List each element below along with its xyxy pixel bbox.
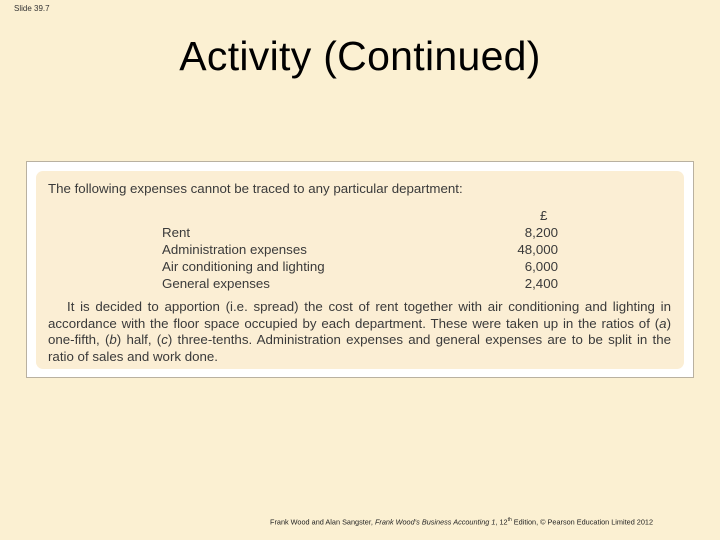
paragraph-italic-b: b (109, 332, 117, 348)
intro-text: The following expenses cannot be traced to any particular department: (48, 181, 463, 196)
activity-card (36, 171, 684, 369)
expense-row-general (162, 276, 558, 292)
expense-amount: 6,000 (524, 259, 558, 274)
footer-authors: Frank Wood and Alan Sangster, (270, 517, 375, 527)
paragraph-text: ) one-fifth, ( (48, 315, 671, 348)
paragraph-text: It is decided to apportion (i.e. spread) the cost of rent together with air conditioning and lighting in accordance with the floor space occupied by each department. These were taken up in the ratios of ( (48, 299, 671, 331)
expense-row-rent (162, 225, 558, 241)
footer-citation (270, 517, 653, 526)
expense-row-administration (162, 242, 558, 258)
paragraph-text: ) half, ( (116, 332, 162, 348)
footer-edition: , 12 (495, 517, 508, 527)
expense-amount: 8,200 (524, 225, 558, 240)
paragraph-text: ) three-tenths. Administration expenses and general expenses are to be split in the ratio of sales and work done. (48, 332, 671, 364)
footer-publisher: Edition, © Pearson Education Limited 2012 (511, 517, 654, 527)
expense-label: General expenses (162, 276, 270, 291)
paragraph-italic-c: c (161, 332, 168, 348)
footer-edition-suffix: th (507, 517, 512, 523)
activity-frame (26, 161, 694, 378)
slide-number: Slide 39.7 (14, 4, 50, 13)
paragraph-italic-a: a (659, 315, 667, 331)
currency-symbol: £ (540, 208, 548, 223)
expense-amount: 2,400 (524, 276, 558, 291)
expense-amount: 48,000 (517, 242, 558, 257)
apportion-paragraph (48, 299, 671, 365)
expense-row-air-conditioning (162, 259, 558, 275)
slide-title: Activity (Continued) (179, 33, 541, 79)
expense-label: Air conditioning and lighting (162, 259, 325, 274)
expense-label: Administration expenses (162, 242, 307, 257)
expense-label: Rent (162, 225, 191, 240)
footer-book-title: Frank Wood’s Business Accounting 1 (374, 517, 496, 527)
